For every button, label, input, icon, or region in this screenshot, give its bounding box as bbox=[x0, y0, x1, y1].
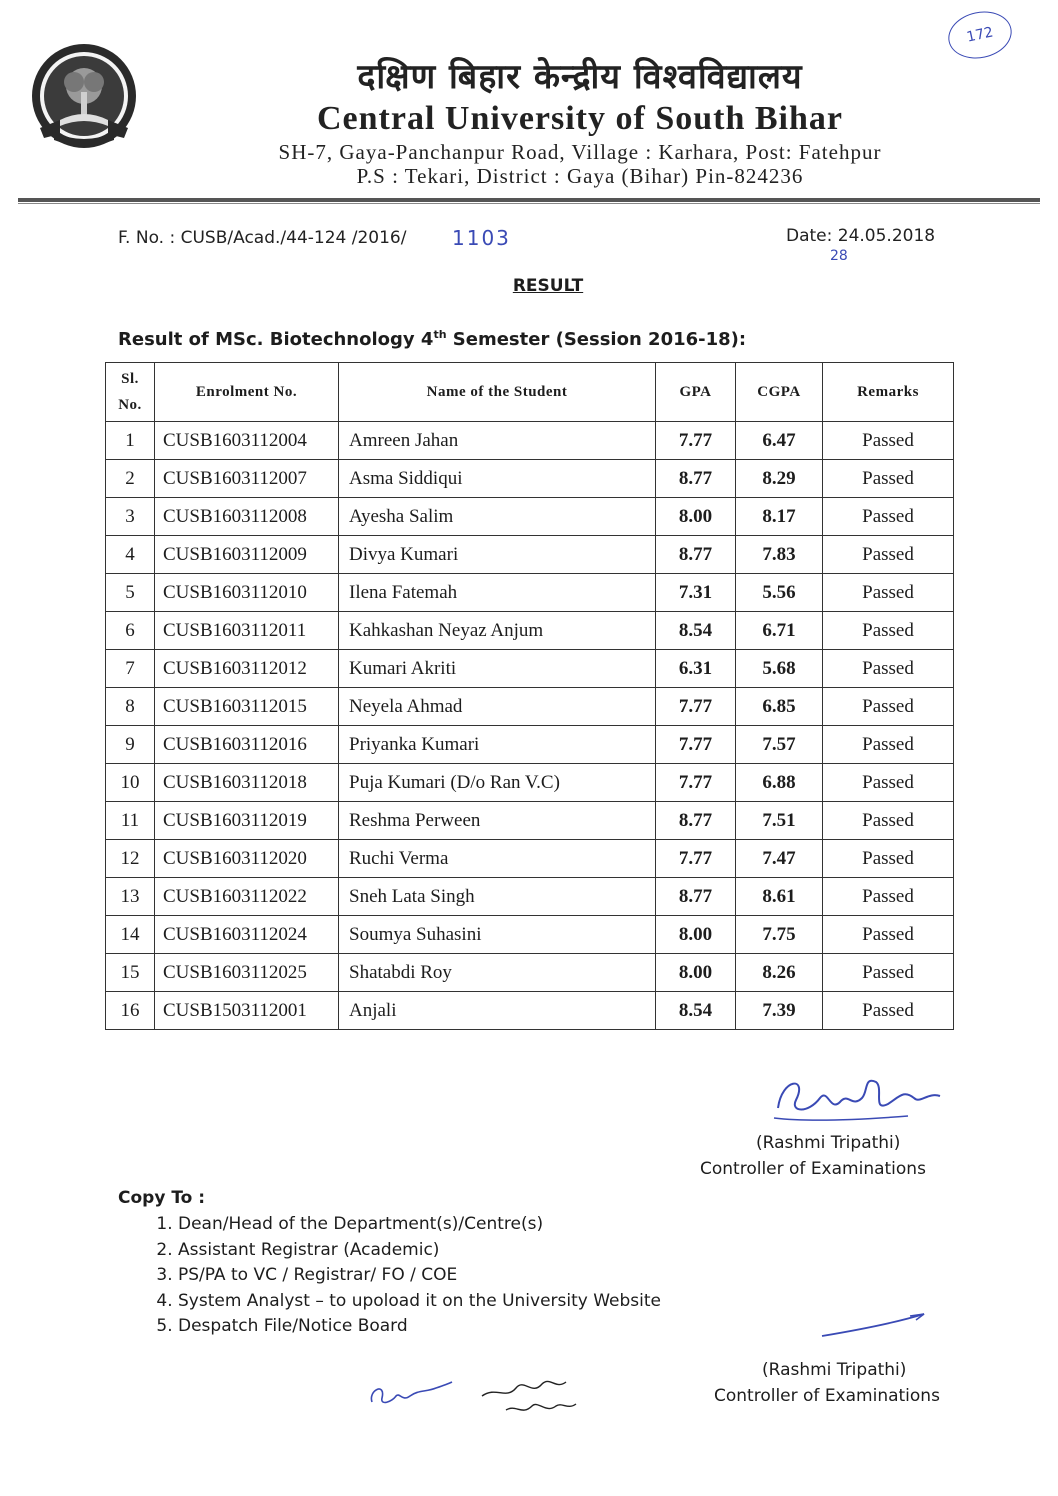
handwritten-receipt-mark bbox=[476, 1366, 586, 1426]
cell-student-name: Anjali bbox=[339, 992, 656, 1030]
result-caption bbox=[118, 328, 746, 350]
table-row bbox=[106, 840, 954, 878]
cell-cgpa: 8.61 bbox=[736, 878, 823, 916]
cell-remarks: Passed bbox=[823, 612, 954, 650]
cell-enrolment: CUSB1603112008 bbox=[155, 498, 339, 536]
copy-to-label: Copy To : bbox=[118, 1188, 206, 1208]
university-seal-icon bbox=[30, 42, 138, 150]
cell-student-name: Ilena Fatemah bbox=[339, 574, 656, 612]
table-row bbox=[106, 726, 954, 764]
cell-cgpa: 6.88 bbox=[736, 764, 823, 802]
cell-gpa: 8.54 bbox=[656, 992, 736, 1030]
cell-sl-no: 14 bbox=[106, 916, 155, 954]
address-line-2: P.S : Tekari, District : Gaya (Bihar) Pin-824236 bbox=[356, 164, 804, 188]
header-divider bbox=[18, 198, 1040, 202]
cell-remarks: Passed bbox=[823, 574, 954, 612]
table-row bbox=[106, 916, 954, 954]
cell-enrolment: CUSB1603112016 bbox=[155, 726, 339, 764]
result-heading: RESULT bbox=[512, 276, 584, 296]
cell-cgpa: 5.56 bbox=[736, 574, 823, 612]
cell-gpa: 8.00 bbox=[656, 916, 736, 954]
cell-remarks: Passed bbox=[823, 802, 954, 840]
signatory-name-bottom: (Rashmi Tripathi) bbox=[762, 1360, 907, 1380]
cell-sl-no: 3 bbox=[106, 498, 155, 536]
cell-cgpa: 6.71 bbox=[736, 612, 823, 650]
cell-cgpa: 7.51 bbox=[736, 802, 823, 840]
header-divider-thin bbox=[18, 203, 1040, 204]
table-row bbox=[106, 536, 954, 574]
cell-gpa: 7.31 bbox=[656, 574, 736, 612]
cell-sl-no: 8 bbox=[106, 688, 155, 726]
table-row bbox=[106, 954, 954, 992]
table-row bbox=[106, 878, 954, 916]
cell-cgpa: 5.68 bbox=[736, 650, 823, 688]
cell-enrolment: CUSB1603112012 bbox=[155, 650, 339, 688]
cell-gpa: 8.54 bbox=[656, 612, 736, 650]
cell-remarks: Passed bbox=[823, 992, 954, 1030]
cell-enrolment: CUSB1603112020 bbox=[155, 840, 339, 878]
university-name-hindi: दक्षिण बिहार केन्द्रीय विश्वविद्यालय bbox=[357, 57, 803, 97]
list-item: 5. Despatch File/Notice Board bbox=[178, 1314, 661, 1340]
table-row bbox=[106, 612, 954, 650]
cell-student-name: Kumari Akriti bbox=[339, 650, 656, 688]
cell-remarks: Passed bbox=[823, 916, 954, 954]
cell-cgpa: 7.75 bbox=[736, 916, 823, 954]
cell-sl-no: 5 bbox=[106, 574, 155, 612]
header-cgpa: CGPA bbox=[736, 363, 823, 422]
signatory-title-top: Controller of Examinations bbox=[700, 1159, 926, 1179]
table-row bbox=[106, 574, 954, 612]
header-remarks: Remarks bbox=[823, 363, 954, 422]
header-student-name: Name of the Student bbox=[339, 363, 656, 422]
signatory-name-top: (Rashmi Tripathi) bbox=[756, 1133, 901, 1153]
cell-sl-no: 2 bbox=[106, 460, 155, 498]
cell-gpa: 6.31 bbox=[656, 650, 736, 688]
list-item: 2. Assistant Registrar (Academic) bbox=[178, 1238, 661, 1264]
copy-to-list bbox=[132, 1212, 661, 1340]
header-sl-line2: No. bbox=[118, 397, 142, 413]
table-row bbox=[106, 688, 954, 726]
cell-remarks: Passed bbox=[823, 498, 954, 536]
page-number-stamp: 172 bbox=[944, 6, 1016, 64]
cell-remarks: Passed bbox=[823, 726, 954, 764]
cell-enrolment: CUSB1603112010 bbox=[155, 574, 339, 612]
cell-student-name: Priyanka Kumari bbox=[339, 726, 656, 764]
cell-sl-no: 4 bbox=[106, 536, 155, 574]
cell-student-name: Ruchi Verma bbox=[339, 840, 656, 878]
caption-text-end: Semester (Session 2016-18): bbox=[446, 329, 747, 350]
cell-sl-no: 10 bbox=[106, 764, 155, 802]
header-enrolment: Enrolment No. bbox=[155, 363, 339, 422]
cell-cgpa: 8.17 bbox=[736, 498, 823, 536]
address-line-1: SH-7, Gaya-Panchanpur Road, Village : Karhara, Post: Fatehpur bbox=[278, 140, 882, 164]
cell-student-name: Sneh Lata Singh bbox=[339, 878, 656, 916]
cell-student-name: Soumya Suhasini bbox=[339, 916, 656, 954]
table-row bbox=[106, 422, 954, 460]
cell-remarks: Passed bbox=[823, 650, 954, 688]
cell-remarks: Passed bbox=[823, 460, 954, 498]
cell-remarks: Passed bbox=[823, 878, 954, 916]
table-row bbox=[106, 764, 954, 802]
cell-cgpa: 8.26 bbox=[736, 954, 823, 992]
cell-gpa: 8.77 bbox=[656, 878, 736, 916]
cell-gpa: 7.77 bbox=[656, 688, 736, 726]
cell-cgpa: 7.57 bbox=[736, 726, 823, 764]
cell-cgpa: 8.29 bbox=[736, 460, 823, 498]
cell-student-name: Puja Kumari (D/o Ran V.C) bbox=[339, 764, 656, 802]
cell-gpa: 8.77 bbox=[656, 460, 736, 498]
file-number: F. No. : CUSB/Acad./44-124 /2016/ bbox=[118, 228, 407, 248]
list-item: 4. System Analyst – to upoload it on the University Website bbox=[178, 1289, 661, 1315]
table-row bbox=[106, 498, 954, 536]
header-sl-line1: Sl. bbox=[121, 371, 139, 387]
list-item: 1. Dean/Head of the Department(s)/Centre(s) bbox=[178, 1212, 661, 1238]
header-sl-no bbox=[106, 363, 155, 422]
cell-enrolment: CUSB1603112019 bbox=[155, 802, 339, 840]
cell-remarks: Passed bbox=[823, 764, 954, 802]
cell-gpa: 8.00 bbox=[656, 498, 736, 536]
cell-sl-no: 7 bbox=[106, 650, 155, 688]
signature-stroke bbox=[818, 1310, 928, 1340]
issue-date: Date: 24.05.2018 bbox=[786, 226, 936, 246]
cell-gpa: 7.77 bbox=[656, 422, 736, 460]
cell-cgpa: 7.83 bbox=[736, 536, 823, 574]
cell-cgpa: 6.47 bbox=[736, 422, 823, 460]
signature-scribble bbox=[768, 1068, 958, 1128]
cell-gpa: 8.00 bbox=[656, 954, 736, 992]
table-row bbox=[106, 460, 954, 498]
cell-remarks: Passed bbox=[823, 536, 954, 574]
cell-student-name: Amreen Jahan bbox=[339, 422, 656, 460]
table-row bbox=[106, 650, 954, 688]
cell-enrolment: CUSB1603112004 bbox=[155, 422, 339, 460]
cell-sl-no: 16 bbox=[106, 992, 155, 1030]
cell-enrolment: CUSB1603112015 bbox=[155, 688, 339, 726]
cell-remarks: Passed bbox=[823, 954, 954, 992]
cell-cgpa: 7.47 bbox=[736, 840, 823, 878]
cell-student-name: Shatabdi Roy bbox=[339, 954, 656, 992]
signatory-title-bottom: Controller of Examinations bbox=[714, 1386, 940, 1406]
cell-cgpa: 7.39 bbox=[736, 992, 823, 1030]
cell-sl-no: 13 bbox=[106, 878, 155, 916]
header-gpa: GPA bbox=[656, 363, 736, 422]
cell-sl-no: 12 bbox=[106, 840, 155, 878]
cell-remarks: Passed bbox=[823, 840, 954, 878]
cell-gpa: 7.77 bbox=[656, 840, 736, 878]
cell-gpa: 8.77 bbox=[656, 802, 736, 840]
file-number-handwritten: 1103 bbox=[452, 226, 511, 250]
cell-enrolment: CUSB1603112025 bbox=[155, 954, 339, 992]
cell-enrolment: CUSB1603112009 bbox=[155, 536, 339, 574]
cell-gpa: 7.77 bbox=[656, 726, 736, 764]
table-row bbox=[106, 992, 954, 1030]
results-table-body bbox=[106, 422, 954, 1030]
list-item: 3. PS/PA to VC / Registrar/ FO / COE bbox=[178, 1263, 661, 1289]
university-name-english: Central University of South Bihar bbox=[317, 100, 843, 137]
cell-sl-no: 9 bbox=[106, 726, 155, 764]
cell-student-name: Kahkashan Neyaz Anjum bbox=[339, 612, 656, 650]
results-table bbox=[105, 362, 954, 1030]
cell-student-name: Ayesha Salim bbox=[339, 498, 656, 536]
cell-enrolment: CUSB1603112007 bbox=[155, 460, 339, 498]
cell-enrolment: CUSB1503112001 bbox=[155, 992, 339, 1030]
cell-remarks: Passed bbox=[823, 688, 954, 726]
cell-sl-no: 1 bbox=[106, 422, 155, 460]
handwritten-initials bbox=[366, 1372, 456, 1412]
cell-student-name: Asma Siddiqui bbox=[339, 460, 656, 498]
cell-sl-no: 15 bbox=[106, 954, 155, 992]
caption-text: Result of MSc. Biotechnology 4 bbox=[118, 329, 434, 350]
table-row bbox=[106, 802, 954, 840]
cell-enrolment: CUSB1603112011 bbox=[155, 612, 339, 650]
cell-student-name: Reshma Perween bbox=[339, 802, 656, 840]
date-handwritten-correction: 28 bbox=[830, 248, 848, 264]
cell-sl-no: 6 bbox=[106, 612, 155, 650]
cell-enrolment: CUSB1603112024 bbox=[155, 916, 339, 954]
cell-sl-no: 11 bbox=[106, 802, 155, 840]
cell-gpa: 7.77 bbox=[656, 764, 736, 802]
caption-superscript: th bbox=[433, 328, 447, 341]
cell-cgpa: 6.85 bbox=[736, 688, 823, 726]
cell-enrolment: CUSB1603112022 bbox=[155, 878, 339, 916]
table-header-row bbox=[106, 363, 954, 422]
cell-enrolment: CUSB1603112018 bbox=[155, 764, 339, 802]
cell-student-name: Neyela Ahmad bbox=[339, 688, 656, 726]
cell-gpa: 8.77 bbox=[656, 536, 736, 574]
cell-student-name: Divya Kumari bbox=[339, 536, 656, 574]
cell-remarks: Passed bbox=[823, 422, 954, 460]
